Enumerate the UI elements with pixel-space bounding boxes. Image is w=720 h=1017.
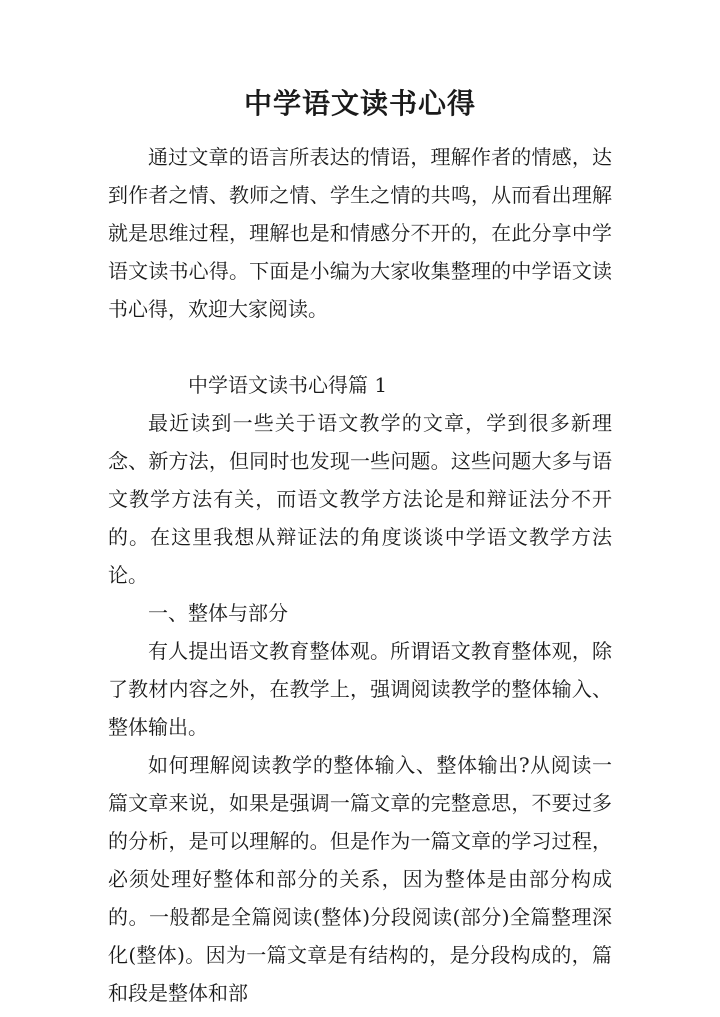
body-paragraph: 有人提出语文教育整体观。所谓语文教育整体观，除了教材内容之外，在教学上，强调阅读教学的整体输入、整体输出。	[108, 639, 612, 739]
intro-paragraph: 通过文章的语言所表达的情语，理解作者的情感，达到作者之情、教师之情、学生之情的共鸣，从而看出理解就是思维过程，理解也是和情感分不开的，在此分享中学语文读书心得。下面是小编为大家收集整理的中学语文读书心得，欢迎大家阅读。	[108, 145, 612, 321]
body-paragraph: 最近读到一些关于语文教学的文章，学到很多新理念、新方法，但同时也发现一些问题。这些问题大多与语文教学方法有关，而语文教学方法论是和辩证法分不开的。在这里我想从辩证法的角度谈谈中学语文教学方法论。	[108, 411, 612, 587]
body-paragraph: 如何理解阅读教学的整体输入、整体输出?从阅读一篇文章来说，如果是强调一篇文章的完整意思，不要过多的分析，是可以理解的。但是作为一篇文章的学习过程，必须处理好整体和部分的关系，因为整体是由部分构成的。一般都是全篇阅读(整体)分段阅读(部分)全篇整理深化(整体)。因为一篇文章是有结构的，是分段构成的，篇和段是整体和部	[108, 753, 612, 1005]
subsection-heading: 一、整体与部分	[148, 601, 288, 625]
section-title: 中学语文读书心得篇 1	[188, 373, 388, 397]
document-body	[108, 138, 612, 1012]
document-title: 中学语文读书心得	[243, 87, 476, 120]
